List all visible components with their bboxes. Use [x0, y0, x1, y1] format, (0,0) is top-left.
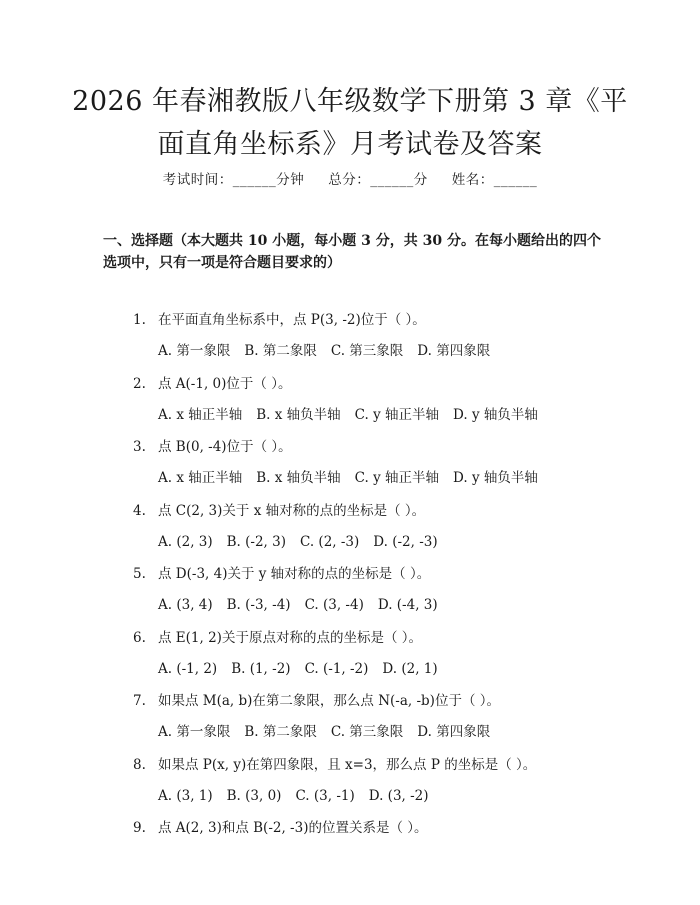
option-a: A. x 轴正半轴 [158, 470, 243, 486]
option-b: B. x 轴负半轴 [256, 470, 341, 486]
option-c: C. (2, -3) [300, 533, 360, 550]
question-item [133, 437, 292, 457]
page-title: 2026 年春湘教版八年级数学下册第 3 章《平面直角坐标系》月考试卷及答案 [72, 86, 628, 160]
question-number: 6. [133, 629, 146, 646]
question-item [133, 818, 428, 838]
option-c: C. y 轴正半轴 [354, 470, 440, 486]
option-a: A. (3, 1) [158, 787, 213, 804]
exam-time: 考试时间：______分钟 [162, 172, 305, 188]
option-b: B. 第二象限 [244, 724, 317, 740]
option-d: D. (-2, -3) [373, 533, 438, 550]
option-b: B. (-2, 3) [226, 533, 286, 550]
option-a: A. (3, 4) [158, 597, 213, 613]
student-name: 姓名：______ [451, 172, 538, 188]
option-a: A. 第一象限 [158, 724, 231, 740]
question-item [133, 564, 430, 584]
option-b: B. 第二象限 [244, 343, 317, 359]
question-item [133, 755, 536, 775]
question-item [133, 501, 425, 521]
question-options [158, 468, 538, 488]
option-b: B. x 轴负半轴 [256, 406, 341, 423]
question-options [158, 341, 490, 361]
question-item [133, 310, 426, 330]
option-d: D. 第四象限 [417, 724, 491, 740]
option-c: C. 第三象限 [330, 343, 404, 359]
question-item [133, 628, 422, 648]
question-text: 如果点 M(a, b)在第二象限，那么点 N(-a, -b)位于（ ）。 [158, 693, 500, 709]
option-a: A. (-1, 2) [158, 660, 218, 677]
option-c: C. y 轴正半轴 [354, 406, 440, 423]
question-number: 4. [133, 502, 146, 519]
option-a: A. (2, 3) [158, 533, 213, 550]
option-b: B. (1, -2) [231, 660, 291, 677]
exam-score: 总分：______分 [328, 172, 428, 188]
option-d: D. (3, -2) [368, 787, 429, 804]
question-text: 点 B(0, -4)位于（ ）。 [158, 439, 292, 455]
option-c: C. (3, -1) [295, 787, 355, 804]
option-d: D. y 轴负半轴 [453, 470, 538, 486]
question-text: 在平面直角坐标系中，点 P(3, -2)位于（ ）。 [158, 312, 426, 328]
question-text: 如果点 P(x, y)在第四象限，且 x=3，那么点 P 的坐标是（ ）。 [158, 756, 537, 773]
option-d: D. y 轴负半轴 [453, 406, 538, 423]
question-number: 7. [133, 693, 146, 709]
question-text: 点 A(-1, 0)位于（ ）。 [158, 375, 292, 392]
question-text: 点 C(2, 3)关于 x 轴对称的点的坐标是（ ）。 [158, 502, 426, 519]
option-d: D. (2, 1) [382, 660, 438, 677]
question-text: 点 E(1, 2)关于原点对称的点的坐标是（ ）。 [158, 629, 422, 646]
option-c: C. (-1, -2) [304, 660, 369, 677]
question-options [158, 722, 490, 742]
question-item [133, 374, 291, 394]
option-a: A. 第一象限 [158, 343, 231, 359]
option-d: D. 第四象限 [417, 343, 491, 359]
option-c: C. 第三象限 [330, 724, 404, 740]
question-options [158, 786, 429, 806]
question-options [158, 659, 438, 679]
option-b: B. (3, 0) [226, 787, 282, 804]
question-number: 9. [133, 820, 146, 836]
question-options [158, 405, 538, 425]
question-number: 8. [133, 756, 146, 773]
exam-meta [0, 168, 700, 188]
question-number: 2. [133, 375, 146, 392]
question-options [158, 595, 438, 615]
question-number: 5. [133, 566, 146, 582]
option-b: B. (-3, -4) [226, 597, 291, 613]
question-text: 点 A(2, 3)和点 B(-2, -3)的位置关系是（ ）。 [158, 820, 428, 836]
option-d: D. (-4, 3) [377, 597, 438, 613]
option-a: A. x 轴正半轴 [158, 406, 243, 423]
question-item [133, 691, 500, 711]
question-number: 1. [133, 312, 146, 328]
question-number: 3. [133, 439, 146, 455]
question-options [158, 532, 438, 552]
option-c: C. (3, -4) [304, 597, 364, 613]
section-heading: 一、选择题（本大题共 10 小题，每小题 3 分，共 30 分。在每小题给出的四个选项中，只有一项是符合题目要求的） [103, 233, 601, 271]
question-text: 点 D(-3, 4)关于 y 轴对称的点的坐标是（ ）。 [158, 566, 431, 582]
